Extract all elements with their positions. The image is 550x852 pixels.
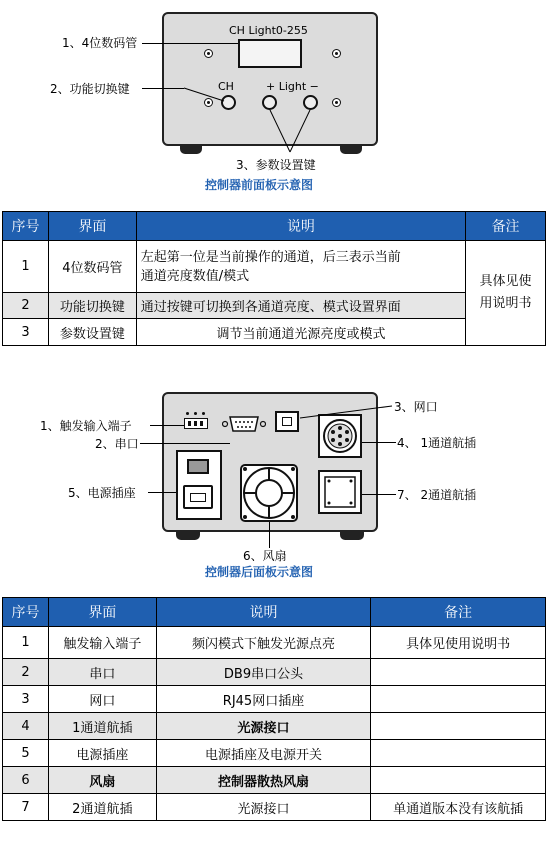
foot-left [176,532,200,540]
row-number: 1 [3,627,49,659]
leader-line [142,88,184,89]
leader-line [148,492,176,493]
row-note [371,767,546,794]
row-name: 功能切换键 [48,293,136,319]
row-name: 风扇 [48,767,156,794]
leader-line [362,494,396,495]
row-description: 电源插座及电源开关 [156,740,371,767]
back-callout-5: 5、电源插座 [68,486,136,500]
terminal-marks [184,412,208,415]
ch-label: CH [218,80,234,93]
power-socket[interactable] [176,450,222,520]
row-number: 5 [3,740,49,767]
row-description: 调节当前通道光源亮度或模式 [136,319,465,346]
table-row [3,767,546,794]
back-caption: 控制器后面板示意图 [205,565,314,579]
front-caption: 控制器前面板示意图 [205,178,314,192]
row-name: 串口 [48,659,156,686]
screw-icon [332,98,341,107]
note-line: 用说明书 [479,296,532,311]
front-panel-table [2,211,546,346]
table-header-row [3,212,546,241]
table-row [3,627,546,659]
digit-display [238,39,302,68]
row-name: 电源插座 [48,740,156,767]
row-number: 2 [3,659,49,686]
leader-line [180,84,230,104]
leader-lines [266,108,316,156]
row-number: 6 [3,767,49,794]
leader-line [269,522,270,548]
row-description: 控制器散热风扇 [156,767,371,794]
foot-right [340,146,362,154]
back-callout-1: 1、触发输入端子 [40,419,132,433]
row-description: 频闪模式下触发光源点亮 [156,627,371,659]
header-cell: 界面 [48,212,136,241]
note-line: 具体见使 [479,274,532,289]
back-callout-3: 3、网口 [394,400,438,414]
foot-left [180,146,202,154]
table-row [3,319,546,346]
row-note [371,713,546,740]
back-callout-7: 7、 2通道航插 [397,488,477,502]
table-header-row [3,598,546,627]
back-panel-table [2,597,546,821]
table-row [3,686,546,713]
back-callout-2: 2、串口 [95,437,139,451]
row-name: 触发输入端子 [48,627,156,659]
table-row [3,293,546,319]
header-cell: 界面 [48,598,156,627]
table-row [3,659,546,686]
row-number: 7 [3,794,49,821]
front-callout-2: 2、功能切换键 [50,82,130,96]
row-name: 4位数码管 [48,241,136,293]
front-callout-1: 1、4位数码管 [62,36,138,50]
leader-line [150,425,184,426]
row-description: 通过按键可切换到各通道亮度、模式设置界面 [136,293,465,319]
back-callout-6: 6、风扇 [243,549,287,563]
row-number: 3 [3,319,49,346]
row-name: 参数设置键 [48,319,136,346]
row-number: 3 [3,686,49,713]
leader-line [140,443,230,444]
row-note: 单通道版本没有该航插 [371,794,546,821]
light-label: + Light − [266,80,319,93]
header-cell: 备注 [466,212,546,241]
table-row [3,740,546,767]
header-cell: 说明 [156,598,371,627]
desc-line: 通道亮度数值/模式 [140,268,250,284]
leader-line [142,43,238,44]
header-cell: 说明 [136,212,465,241]
screw-icon [204,49,213,58]
trigger-terminal[interactable] [184,418,208,429]
header-cell: 备注 [371,598,546,627]
row-note [371,740,546,767]
leader-line [362,442,396,443]
row-note [371,659,546,686]
aviation-plug-2-icon[interactable] [318,470,362,514]
row-description [136,241,465,293]
row-number: 4 [3,713,49,740]
back-callout-4: 4、 1通道航插 [397,436,477,450]
table-row [3,713,546,740]
row-description: 光源接口 [156,794,371,821]
display-label: CH Light0-255 [229,24,308,37]
row-name: 1通道航插 [48,713,156,740]
desc-line: 左起第一位是当前操作的通道，后三表示当前 [140,249,401,265]
row-number: 2 [3,293,49,319]
row-note [371,686,546,713]
row-note: 具体见使用说明书 [371,627,546,659]
row-name: 网口 [48,686,156,713]
row-description: RJ45网口插座 [156,686,371,713]
row-description: DB9串口公头 [156,659,371,686]
leader-line [296,404,396,424]
row-note [466,241,546,346]
header-cell: 序号 [3,212,49,241]
table-row [3,241,546,293]
row-description: 光源接口 [156,713,371,740]
front-callout-3: 3、参数设置键 [236,158,316,172]
screw-icon [332,49,341,58]
header-cell: 序号 [3,598,49,627]
row-number: 1 [3,241,49,293]
foot-right [340,532,364,540]
table-row [3,794,546,821]
fan-icon [240,464,298,522]
row-name: 2通道航插 [48,794,156,821]
serial-port-icon[interactable] [222,414,266,434]
